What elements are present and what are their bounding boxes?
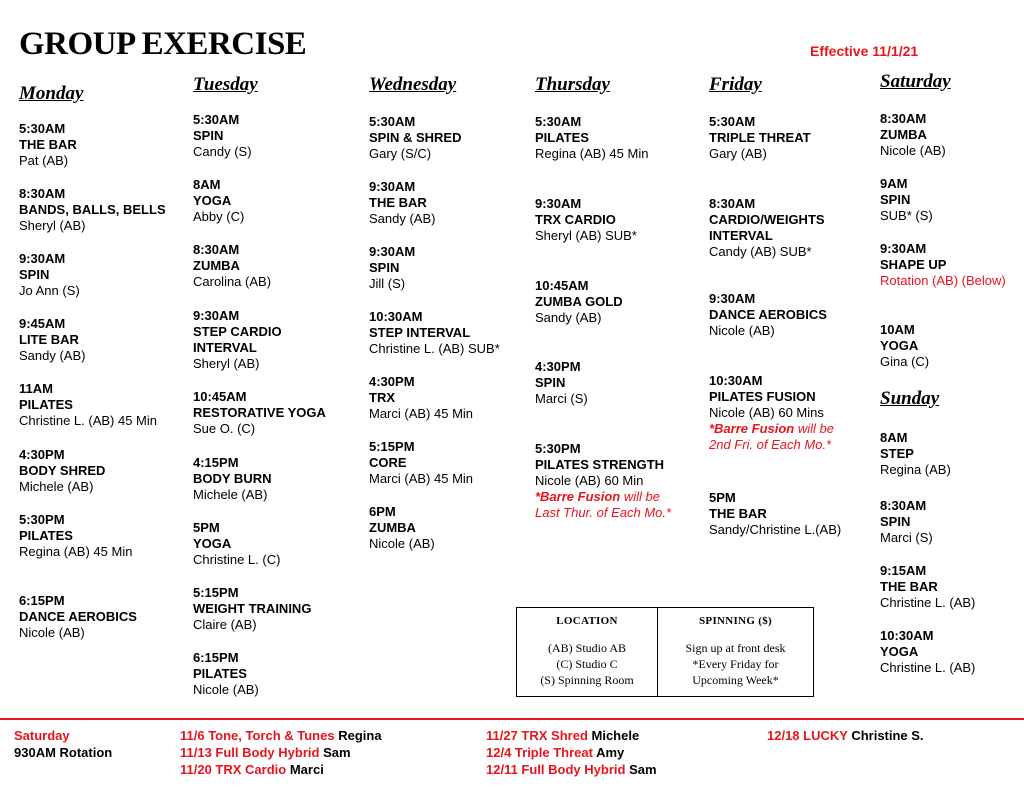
class-time: 11AM bbox=[19, 381, 53, 396]
class-instructor: Sheryl (AB) bbox=[19, 218, 86, 233]
class-time: 9:30AM bbox=[19, 251, 66, 266]
class-instructor: Sandy (AB) bbox=[19, 348, 86, 363]
class-name: ZUMBA bbox=[193, 258, 240, 273]
class-entry bbox=[19, 593, 137, 641]
class-entry bbox=[193, 585, 311, 633]
class-name: YOGA bbox=[193, 536, 232, 551]
class-entry bbox=[19, 316, 85, 364]
class-instructor: Jo Ann (S) bbox=[19, 283, 80, 298]
class-instructor: Sue O. (C) bbox=[193, 421, 256, 436]
class-entry bbox=[535, 278, 623, 326]
rotation-item: 11/6 Tone, Torch & Tunes Regina bbox=[180, 728, 382, 743]
class-time: 8:30AM bbox=[193, 242, 240, 257]
class-time: 8AM bbox=[193, 177, 221, 192]
page-title: GROUP EXERCISE bbox=[19, 26, 307, 62]
class-time: 9:30AM bbox=[369, 179, 416, 194]
class-time: 9:30AM bbox=[709, 291, 756, 306]
class-instructor: Nicole (AB) bbox=[369, 536, 435, 551]
rotation-list bbox=[180, 727, 382, 778]
class-entry bbox=[193, 455, 272, 503]
class-note bbox=[535, 489, 671, 505]
class-entry bbox=[709, 490, 841, 538]
class-instructor: Gina (C) bbox=[880, 354, 930, 369]
class-instructor: Regina (AB) 45 Min bbox=[19, 544, 133, 559]
class-name: BODY SHRED bbox=[19, 463, 106, 478]
class-instructor: Sandy (AB) bbox=[535, 310, 602, 325]
class-name: STEP bbox=[880, 446, 914, 461]
class-entry bbox=[709, 114, 811, 162]
class-name: STEP INTERVAL bbox=[369, 325, 471, 340]
class-name: LITE BAR bbox=[19, 332, 79, 347]
class-name: DANCE AEROBICS bbox=[19, 609, 137, 624]
class-instructor: Nicole (AB) bbox=[19, 625, 85, 640]
class-time: 6:15PM bbox=[19, 593, 65, 608]
class-time: 9:30AM bbox=[193, 308, 240, 323]
class-instructor: Sheryl (AB) bbox=[193, 356, 260, 371]
class-instructor: Abby (C) bbox=[193, 209, 245, 224]
class-name-line2: INTERVAL bbox=[193, 340, 257, 355]
spinning-info bbox=[658, 608, 813, 696]
class-instructor: Gary (AB) bbox=[709, 146, 767, 161]
rotation-label-day: Saturday bbox=[14, 728, 70, 743]
class-instructor: Christine L. (C) bbox=[193, 552, 281, 567]
class-time: 8AM bbox=[880, 430, 908, 445]
class-name: BANDS, BALLS, BELLS bbox=[19, 202, 166, 217]
class-time: 5:30AM bbox=[19, 121, 66, 136]
class-name: TRX bbox=[369, 390, 395, 405]
location-heading: LOCATION bbox=[556, 615, 618, 627]
spinning-heading: SPINNING ($) bbox=[699, 615, 772, 627]
class-instructor: Candy (S) bbox=[193, 144, 252, 159]
class-entry bbox=[369, 504, 435, 552]
class-instructor: Regina (AB) bbox=[880, 462, 951, 477]
class-instructor: Nicole (AB) bbox=[709, 323, 775, 338]
class-instructor: Candy (AB) SUB* bbox=[709, 244, 812, 259]
class-instructor: Marci (AB) 45 Min bbox=[369, 471, 474, 486]
class-time: 8:30AM bbox=[19, 186, 66, 201]
class-entry bbox=[535, 196, 637, 244]
rotation-list bbox=[767, 727, 924, 744]
class-name: RESTORATIVE YOGA bbox=[193, 405, 326, 420]
class-name: SPIN bbox=[19, 267, 50, 282]
class-entry bbox=[369, 179, 435, 227]
class-time: 4:30PM bbox=[535, 359, 581, 374]
class-time: 8:30AM bbox=[880, 498, 927, 513]
class-name: PILATES STRENGTH bbox=[535, 457, 665, 472]
class-time: 10:45AM bbox=[535, 278, 589, 293]
class-entry bbox=[193, 389, 326, 437]
class-entry bbox=[369, 374, 473, 422]
class-entry bbox=[880, 322, 929, 370]
class-time: 10:30AM bbox=[880, 628, 934, 643]
class-instructor: Marci (S) bbox=[880, 530, 933, 545]
class-instructor: Claire (AB) bbox=[193, 617, 257, 632]
rotation-item: 12/11 Full Body Hybrid Sam bbox=[486, 762, 657, 777]
class-name: SPIN bbox=[535, 375, 566, 390]
effective-date: Effective 11/1/21 bbox=[810, 43, 919, 59]
divider bbox=[0, 718, 1024, 720]
spinning-line: Upcoming Week* bbox=[692, 673, 779, 687]
class-time: 4:30PM bbox=[369, 374, 415, 389]
class-entry bbox=[880, 430, 951, 478]
class-name: ZUMBA bbox=[369, 520, 416, 535]
class-instructor: Nicole (AB) bbox=[880, 143, 946, 158]
class-instructor: Marci (S) bbox=[535, 391, 588, 406]
class-name: ZUMBA bbox=[880, 127, 927, 142]
info-box bbox=[516, 607, 814, 697]
class-name-line2: INTERVAL bbox=[709, 228, 773, 243]
spinning-line: *Every Friday for bbox=[692, 657, 779, 671]
class-time: 9:45AM bbox=[19, 316, 66, 331]
day-heading-sunday: Sunday bbox=[880, 388, 940, 409]
class-entry bbox=[535, 114, 648, 162]
class-time: 5PM bbox=[193, 520, 220, 535]
class-entry bbox=[19, 121, 77, 169]
class-instructor: Pat (AB) bbox=[19, 153, 69, 168]
class-time: 6:15PM bbox=[193, 650, 239, 665]
class-time: 6PM bbox=[369, 504, 396, 519]
class-instructor: Sandy/Christine L.(AB) bbox=[709, 522, 842, 537]
class-name: PILATES bbox=[535, 130, 589, 145]
day-heading-saturday: Saturday bbox=[880, 71, 951, 92]
rotation-item: 11/13 Full Body Hybrid Sam bbox=[180, 745, 351, 760]
class-time: 10:45AM bbox=[193, 389, 247, 404]
class-name: YOGA bbox=[880, 644, 919, 659]
class-time: 5:15PM bbox=[193, 585, 239, 600]
location-legend bbox=[517, 608, 658, 696]
class-instructor: Jill (S) bbox=[369, 276, 406, 291]
class-name: STEP CARDIO bbox=[193, 324, 282, 339]
class-time: 5:30AM bbox=[193, 112, 240, 127]
day-heading-friday: Friday bbox=[709, 74, 762, 95]
class-name: SPIN bbox=[369, 260, 400, 275]
class-entry bbox=[193, 177, 244, 225]
class-entry bbox=[880, 498, 933, 546]
class-name: ZUMBA GOLD bbox=[535, 294, 623, 309]
class-instructor: Christine L. (AB) bbox=[880, 595, 976, 610]
class-name: PILATES bbox=[19, 397, 73, 412]
class-entry bbox=[193, 112, 252, 160]
class-instructor: SUB* (S) bbox=[880, 208, 933, 223]
note-text: will be bbox=[620, 489, 660, 504]
class-entry bbox=[535, 441, 671, 521]
class-time: 5:30AM bbox=[369, 114, 416, 129]
class-name: TRX CARDIO bbox=[535, 212, 616, 227]
class-name: CORE bbox=[369, 455, 407, 470]
class-name: CARDIO/WEIGHTS bbox=[709, 212, 825, 227]
class-instructor: Michele (AB) bbox=[19, 479, 94, 494]
day-heading-wednesday: Wednesday bbox=[369, 74, 457, 95]
location-line: (C) Studio C bbox=[556, 657, 618, 671]
class-entry bbox=[19, 186, 166, 234]
class-entry bbox=[535, 359, 588, 407]
class-time: 5:30PM bbox=[19, 512, 65, 527]
class-time: 5:15PM bbox=[369, 439, 415, 454]
class-entry bbox=[880, 563, 975, 611]
rotation-list bbox=[486, 727, 657, 778]
rotation-label bbox=[14, 727, 112, 761]
class-instructor: Michele (AB) bbox=[193, 487, 268, 502]
rotation-item: 12/4 Triple Threat Amy bbox=[486, 745, 625, 760]
class-entry bbox=[709, 291, 827, 339]
class-time: 9:15AM bbox=[880, 563, 927, 578]
class-name: SPIN bbox=[880, 514, 911, 529]
day-heading-tuesday: Tuesday bbox=[193, 74, 258, 95]
class-entry bbox=[369, 439, 473, 487]
class-time: 5:30AM bbox=[709, 114, 756, 129]
class-entry bbox=[19, 447, 105, 495]
class-name: SPIN bbox=[193, 128, 224, 143]
class-name: PILATES bbox=[19, 528, 73, 543]
day-heading-monday: Monday bbox=[19, 83, 84, 104]
class-time: 4:30PM bbox=[19, 447, 65, 462]
class-entry bbox=[193, 242, 271, 290]
class-entry bbox=[880, 176, 933, 224]
class-instructor: Regina (AB) 45 Min bbox=[535, 146, 649, 161]
class-name: PILATES FUSION bbox=[709, 389, 816, 404]
class-instructor: Marci (AB) 45 Min bbox=[369, 406, 474, 421]
class-entry bbox=[369, 114, 461, 162]
class-note-line2: 2nd Fri. of Each Mo.* bbox=[709, 437, 832, 452]
class-name: SPIN bbox=[880, 192, 911, 207]
class-name: TRIPLE THREAT bbox=[709, 130, 811, 145]
class-time: 8:30AM bbox=[709, 196, 756, 211]
class-name: SHAPE UP bbox=[880, 257, 947, 272]
day-heading-thursday: Thursday bbox=[535, 74, 610, 95]
class-name: THE BAR bbox=[880, 579, 938, 594]
class-entry bbox=[193, 308, 282, 372]
class-entry bbox=[880, 241, 1006, 289]
class-instructor: Christine L. (AB) bbox=[880, 660, 976, 675]
class-instructor: Gary (S/C) bbox=[369, 146, 432, 161]
class-name: YOGA bbox=[880, 338, 919, 353]
class-instructor: Carolina (AB) bbox=[193, 274, 272, 289]
class-time: 9:30AM bbox=[369, 244, 416, 259]
rotation-label-time: 930AM Rotation bbox=[14, 745, 113, 760]
note-highlight: *Barre Fusion bbox=[709, 421, 795, 436]
class-time: 10:30AM bbox=[369, 309, 423, 324]
note-highlight: *Barre Fusion bbox=[535, 489, 621, 504]
class-name: SPIN & SHRED bbox=[369, 130, 462, 145]
class-entry bbox=[369, 244, 415, 292]
class-time: 5:30AM bbox=[535, 114, 582, 129]
class-name: THE BAR bbox=[19, 137, 77, 152]
class-instructor: Christine L. (AB) SUB* bbox=[369, 341, 500, 356]
class-note bbox=[709, 421, 834, 437]
class-name: THE BAR bbox=[709, 506, 767, 521]
class-time: 4:15PM bbox=[193, 455, 239, 470]
rotation-item: 12/18 LUCKY Christine S. bbox=[767, 728, 924, 743]
class-name: PILATES bbox=[193, 666, 247, 681]
class-time: 5:30PM bbox=[535, 441, 581, 456]
location-line: (AB) Studio AB bbox=[547, 641, 626, 655]
note-text: will be bbox=[794, 421, 834, 436]
class-entry bbox=[709, 196, 825, 260]
class-entry bbox=[880, 111, 946, 159]
class-name: WEIGHT TRAINING bbox=[193, 601, 312, 616]
class-instructor: Nicole (AB) bbox=[193, 682, 259, 697]
class-time: 10:30AM bbox=[709, 373, 763, 388]
class-name: YOGA bbox=[193, 193, 232, 208]
class-name: BODY BURN bbox=[193, 471, 272, 486]
class-entry bbox=[19, 381, 157, 429]
class-entry bbox=[193, 650, 259, 698]
class-instructor: Sheryl (AB) SUB* bbox=[535, 228, 637, 243]
rotation-item: 11/27 TRX Shred Michele bbox=[486, 728, 640, 743]
class-entry bbox=[193, 520, 280, 568]
class-time: 9:30AM bbox=[880, 241, 927, 256]
class-entry bbox=[369, 309, 500, 357]
class-time: 5PM bbox=[709, 490, 736, 505]
class-name: THE BAR bbox=[369, 195, 427, 210]
class-entry bbox=[709, 373, 834, 453]
class-instructor: Christine L. (AB) 45 Min bbox=[19, 413, 157, 428]
rotation-item: 11/20 TRX Cardio Marci bbox=[180, 762, 324, 777]
class-instructor: Rotation (AB) (Below) bbox=[880, 273, 1006, 288]
class-entry bbox=[880, 628, 975, 676]
location-line: (S) Spinning Room bbox=[540, 673, 634, 687]
class-time: 8:30AM bbox=[880, 111, 927, 126]
spinning-line: Sign up at front desk bbox=[685, 641, 786, 655]
class-instructor: Nicole (AB) 60 Min bbox=[535, 473, 644, 488]
class-name: DANCE AEROBICS bbox=[709, 307, 827, 322]
class-instructor: Sandy (AB) bbox=[369, 211, 436, 226]
class-time: 9:30AM bbox=[535, 196, 582, 211]
class-entry bbox=[19, 251, 80, 299]
class-time: 9AM bbox=[880, 176, 908, 191]
class-note-line2: Last Thur. of Each Mo.* bbox=[535, 505, 672, 520]
class-entry bbox=[19, 512, 132, 560]
class-time: 10AM bbox=[880, 322, 915, 337]
class-instructor: Nicole (AB) 60 Mins bbox=[709, 405, 824, 420]
